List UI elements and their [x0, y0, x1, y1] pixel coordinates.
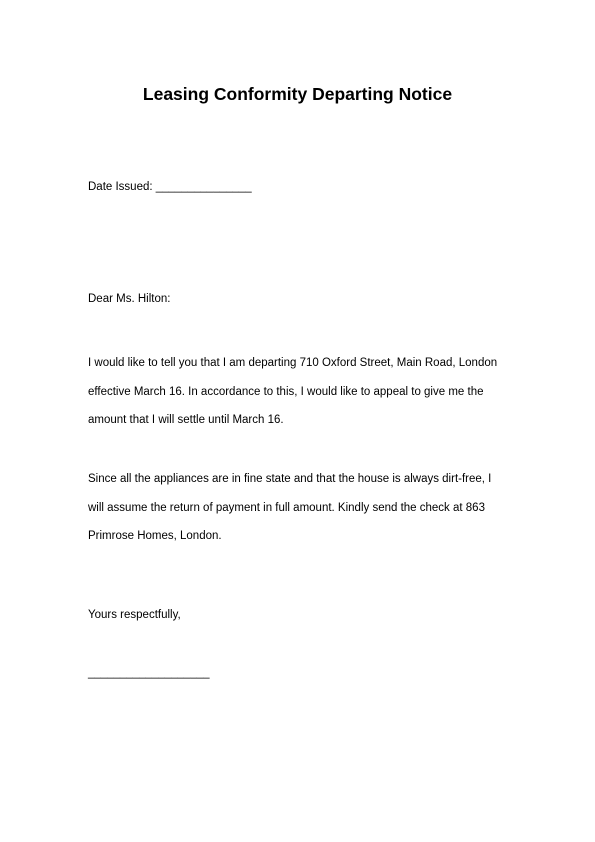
paragraph-1	[88, 349, 528, 435]
paragraph-1-line: I would like to tell you that I am departing 710 Oxford Street, Main Road, London	[88, 357, 498, 369]
paragraph-2-line: will assume the return of payment in full amount. Kindly send the check at 863	[88, 501, 485, 514]
date-issued-line: Date Issued: _______________	[88, 181, 252, 193]
signature-line: ___________________	[88, 667, 210, 679]
paragraph-2-line: Primrose Homes, London.	[88, 530, 222, 542]
document-title: Leasing Conformity Departing Notice	[142, 84, 453, 104]
closing: Yours respectfully,	[88, 609, 181, 621]
paragraph-1-line: effective March 16. In accordance to this, I would like to appeal to give me the	[88, 385, 484, 398]
salutation: Dear Ms. Hilton:	[88, 293, 171, 305]
paragraph-2	[88, 465, 528, 551]
paragraph-1-line: amount that I will settle until March 16.	[88, 414, 284, 426]
paragraph-2-line: Since all the appliances are in fine state and that the house is always dirt-free, I	[88, 473, 492, 485]
